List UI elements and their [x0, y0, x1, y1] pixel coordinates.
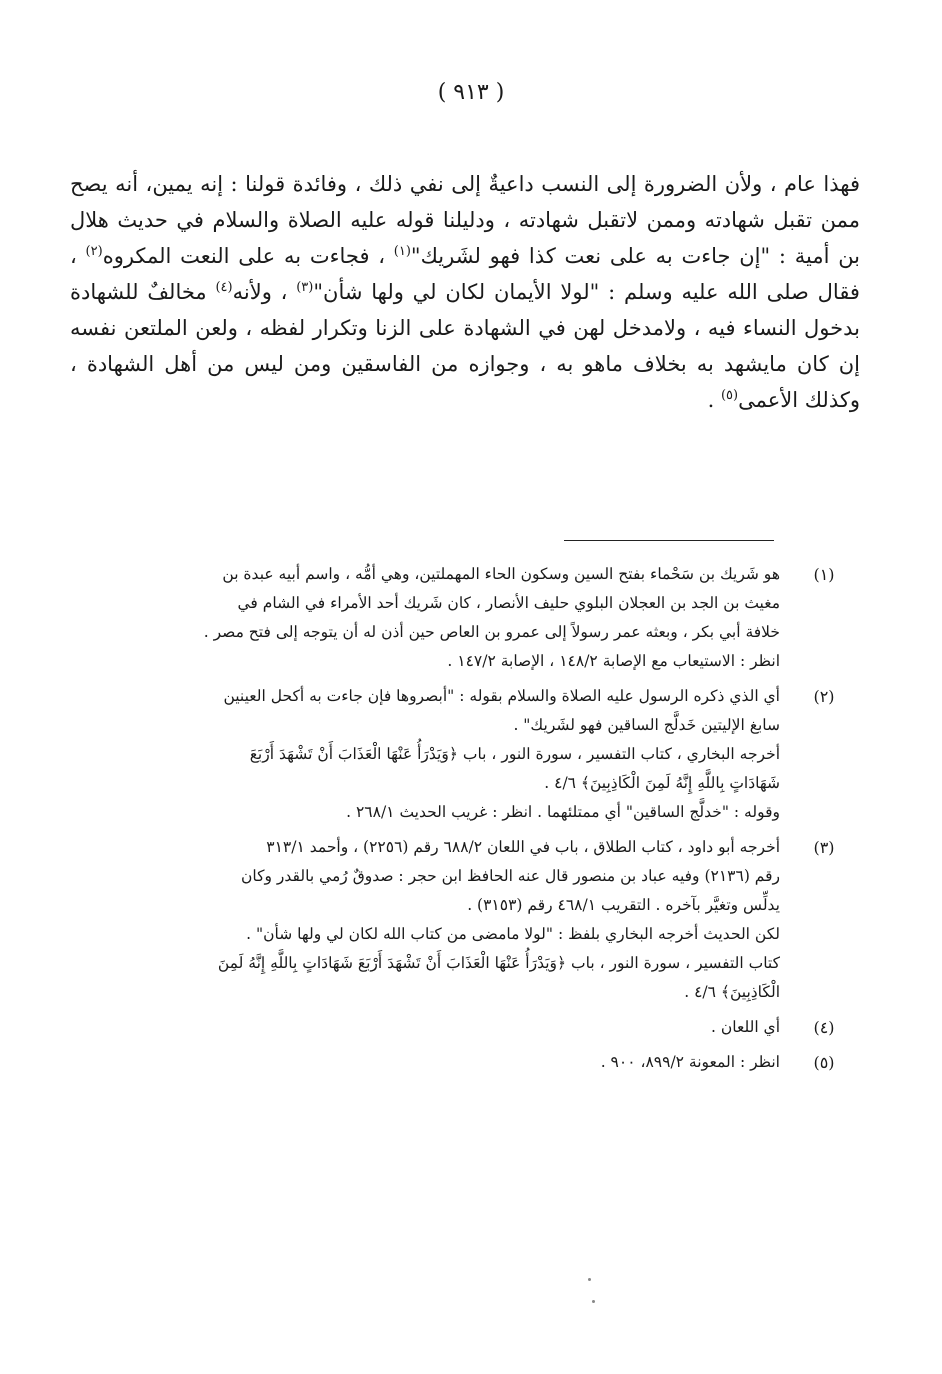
footnote-number: (٥) — [813, 1053, 835, 1072]
main-line-2: أنه يصح ممن تقبل شهادته وممن لاتقبل شهادته ، ودليلنا قوله عليه الصلاة والسلام — [70, 172, 860, 232]
footnote-4 — [64, 1013, 835, 1042]
footnote-1 — [64, 560, 835, 676]
scan-speck — [592, 1300, 595, 1303]
main-segment: ، فجاءت — [309, 244, 394, 268]
footnote-line: سابغ الإليتين خَدلَّج الساقين فهو لشَريك" . — [513, 716, 780, 734]
footnote-line: شَهَادَاتٍ بِاللَّهِ إِنَّهُ لَمِنَ الْكَاذِبِينَ﴾ ٤/٦ . — [544, 774, 780, 792]
footnote-line: هو شَريك بن سَحْماء بفتح السين وسكون الحاء المهملتين، وهي أمُّه ، واسم أبيه عبدة بن — [222, 565, 780, 583]
footnote-line: انظر : الاستيعاب مع الإصابة ١٤٨/٢ ، الإصابة ١٤٧/٢ . — [447, 652, 780, 670]
main-line-1: فهذا عام ، ولأن الضرورة إلى النسب داعيةٌ إلى نفي ذلك ، وفائدة قولنا : إنه يمين، — [145, 172, 860, 196]
footnote-line: مغيث بن الجد بن العجلان البلوي حليف الأنصار ، كان شَريك أحد الأمراء في الشام في — [237, 594, 780, 612]
paragraph-text — [70, 166, 860, 418]
footnote-line: وقوله : "خدلَّج الساقين" أي ممتلئهما . انظر : غريب الحديث ٢٦٨/١ . — [346, 803, 780, 821]
main-line-6: على الزنا وتكرار لفظه ، ولعن الملتعن نفسه إن كان مايشهد به بخلاف ماهو به ، — [70, 316, 860, 376]
footnote-ref-3[interactable]: (٣) — [296, 280, 314, 295]
footnote-ref-4[interactable]: (٤) — [215, 280, 233, 295]
footnote-ref-5[interactable]: (٥) — [720, 388, 739, 403]
footnote-number: (٤) — [813, 1018, 835, 1037]
main-segment: ، ولأنه — [232, 280, 297, 304]
footnote-number: (٢) — [813, 687, 835, 706]
main-segment: مخالفٌ للشهادة بدخول النساء فيه ، ولامدخل لهن في الشهادة — [70, 280, 860, 340]
footnote-5 — [64, 1048, 835, 1077]
main-line-4: به على النعت المكروه — [102, 244, 302, 268]
footnote-line: أي الذي ذكره الرسول عليه الصلاة والسلام بقوله : "أبصروها فإن جاءت به أكحل العينين — [223, 687, 780, 705]
footnote-line: لكن الحديث أخرجه البخاري بلفظ : "لولا مامضى من كتاب الله لكان لي ولها شأن" . — [246, 925, 780, 943]
main-segment: . — [707, 388, 721, 412]
footnote-separator — [564, 540, 774, 541]
footnote-line: يدلِّس وتغيَّر بآخره . التقريب ٤٦٨/١ رقم (٣١٥٣) . — [467, 896, 780, 914]
footnote-line: أي اللعان . — [711, 1018, 780, 1036]
footnote-line: انظر : المعونة ٨٩٩/٢، ٩٠٠ . — [600, 1053, 780, 1071]
footnote-ref-2[interactable]: (٢) — [85, 244, 103, 259]
footnote-line: الْكَاذِبِينَ﴾ ٤/٦ . — [684, 983, 780, 1001]
footnote-number: (٣) — [813, 838, 835, 857]
main-segment: ، فقال صلى الله عليه وسلم : "لولا الأيمان لكان لي ولها — [70, 244, 860, 304]
main-paragraph — [70, 166, 860, 418]
main-line-7: وجوازه من الفاسقين ومن ليس من أهل الشهادة ، وكذلك الأعمى — [70, 352, 860, 412]
footnote-3 — [64, 833, 835, 1007]
footnote-number: (١) — [813, 565, 835, 584]
footnote-line: أخرجه أبو داود ، كتاب الطلاق ، باب في اللعان ٦٨٨/٢ رقم (٢٢٥٦) ، وأحمد ٣١٣/١ — [266, 838, 780, 856]
main-line-3: في حديث هلال بن أمية : "إن جاءت به على نعت كذا فهو لشَريك" — [70, 208, 861, 268]
footnote-line: كتاب التفسير ، سورة النور ، باب ﴿وَيَدْرَأُ عَنْهَا الْعَذَابَ أَنْ تَشْهَدَ أَرْبَعَ شَهَادَاتٍ بِاللَّهِ إِنَّهُ لَمِنَ — [217, 954, 780, 972]
footnote-line: أخرجه البخاري ، كتاب التفسير ، سورة النور ، باب ﴿وَيَدْرَأُ عَنْهَا الْعَذَابَ أَنْ تَشْهَدَ أَرْبَعَ — [249, 745, 780, 763]
footnote-line: رقم (٢١٣٦) وفيه عباد بن منصور قال عنه الحافظ ابن حجر : صدوقٌ رُمي بالقدر وكان — [241, 867, 780, 885]
footnotes-section — [64, 560, 835, 1083]
footnote-ref-1[interactable]: (١) — [393, 244, 411, 259]
main-line-5: شأن" — [313, 280, 363, 304]
footnote-2 — [64, 682, 835, 827]
page-number: ( ٩١٣ ) — [437, 80, 505, 105]
scan-speck — [588, 1278, 591, 1281]
footnote-line: خلافة أبي بكر ، وبعثه عمر رسولاً إلى عمرو بن العاص حين أذن له أن يتوجه إلى فتح مصر . — [203, 623, 780, 641]
